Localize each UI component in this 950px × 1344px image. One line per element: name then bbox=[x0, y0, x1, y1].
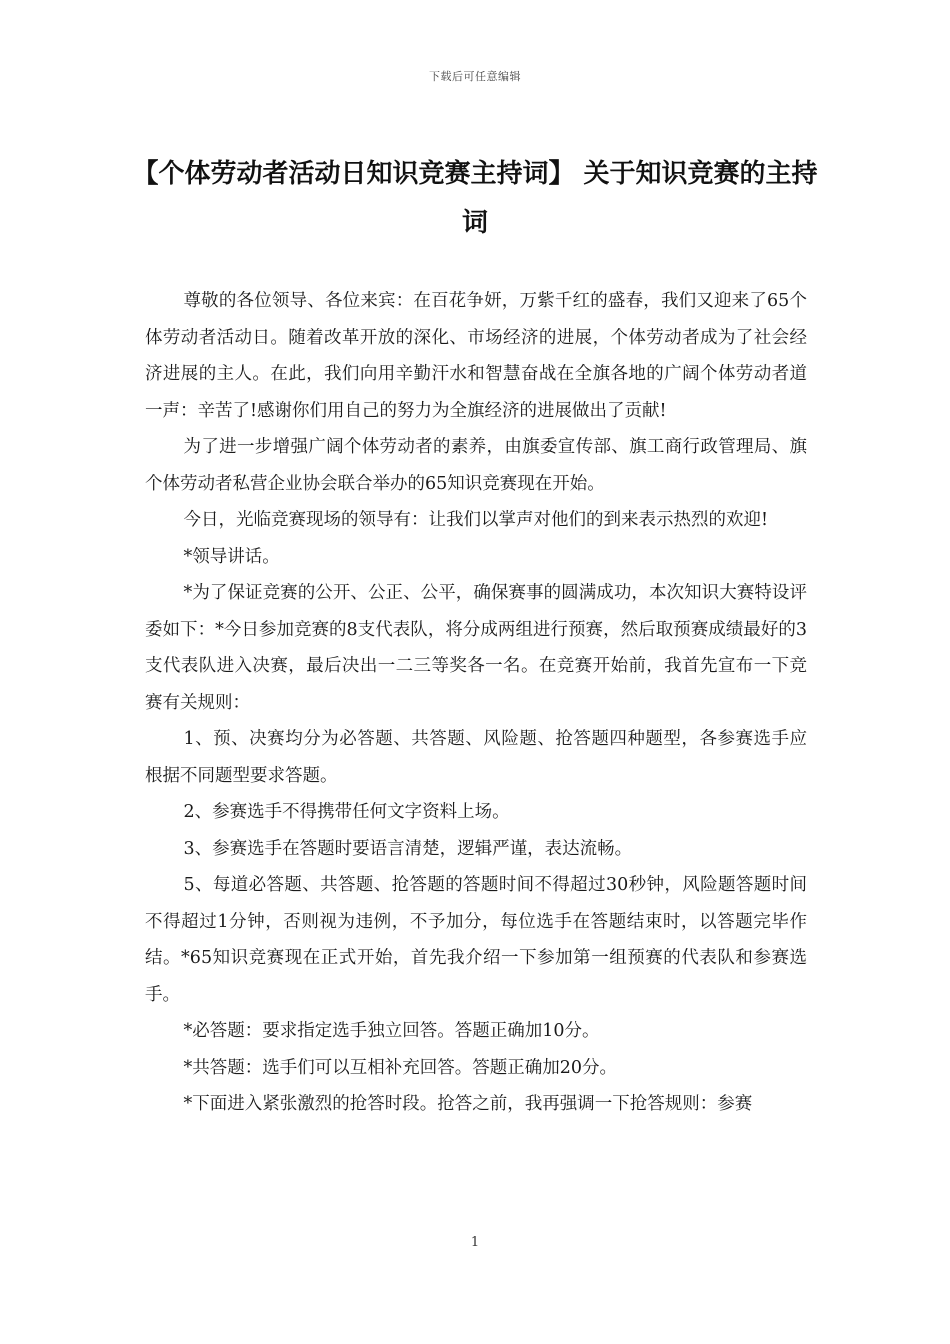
paragraph-leaders: 今日，光临竞赛现场的领导有：让我们以掌声对他们的到来表示热烈的欢迎! bbox=[183, 510, 769, 530]
running-header: 下载后可任意编辑 bbox=[429, 70, 521, 83]
paragraph-speech: *领导讲话。 bbox=[183, 546, 280, 567]
page-number: 1 bbox=[470, 1235, 480, 1250]
paragraph-rule-2: 2、参赛选手不得携带任何文字资料上场。 bbox=[183, 802, 510, 822]
paragraph-rule-5: 5、每道必答题、共答题、抢答题的答题时间不得超过30秒钟，风险题答题时间不得超过1分钟，否则视为违例，不予加分，每位选手在答题结束时，以答题完毕作结。*65知识竞赛现在正式开始，首先我介绍一下参加第一组预赛的代表队和参赛选手。 bbox=[145, 875, 807, 1005]
document-body bbox=[145, 283, 807, 1123]
paragraph-shared: *共答题：选手们可以互相补充回答。答题正确加20分。 bbox=[183, 1057, 618, 1078]
paragraph-opening: 为了进一步增强广阔个体劳动者的素养，由旗委宣传部、旗工商行政管理局、旗个体劳动者私营企业协会联合举办的65知识竞赛现在开始。 bbox=[145, 437, 807, 494]
paragraph-judges: *为了保证竞赛的公开、公正、公平，确保赛事的圆满成功，本次知识大赛特设评委如下：*今日参加竞赛的8支代表队，将分成两组进行预赛，然后取预赛成绩最好的3支代表队进入决赛，最后决出一二三等奖各一名。在竞赛开始前，我首先宣布一下竞赛有关规则： bbox=[145, 583, 807, 713]
document-title: 【个体劳动者活动日知识竞赛主持词】 关于知识竞赛的主持词 bbox=[132, 159, 818, 238]
paragraph-rule-1: 1、预、决赛均分为必答题、共答题、风险题、抢答题四种题型，各参赛选手应根据不同题型要求答题。 bbox=[145, 729, 807, 786]
paragraph-rule-3: 3、参赛选手在答题时要语言清楚，逻辑严谨，表达流畅。 bbox=[183, 838, 633, 859]
paragraph-greeting: 尊敬的各位领导、各位来宾：在百花争妍，万紫千红的盛春，我们又迎来了65个体劳动者活动日。随着改革开放的深化、市场经济的进展，个体劳动者成为了社会经济进展的主人。在此，我们向用辛勤汗水和智慧奋战在全旗各地的广阔个体劳动者道一声：辛苦了!感谢你们用自己的努力为全旗经济的进展做出了贡献! bbox=[145, 291, 807, 421]
paragraph-buzzer: *下面进入紧张激烈的抢答时段。抢答之前，我再强调一下抢答规则：参赛 bbox=[183, 1094, 753, 1114]
paragraph-required: *必答题：要求指定选手独立回答。答题正确加10分。 bbox=[183, 1021, 600, 1041]
